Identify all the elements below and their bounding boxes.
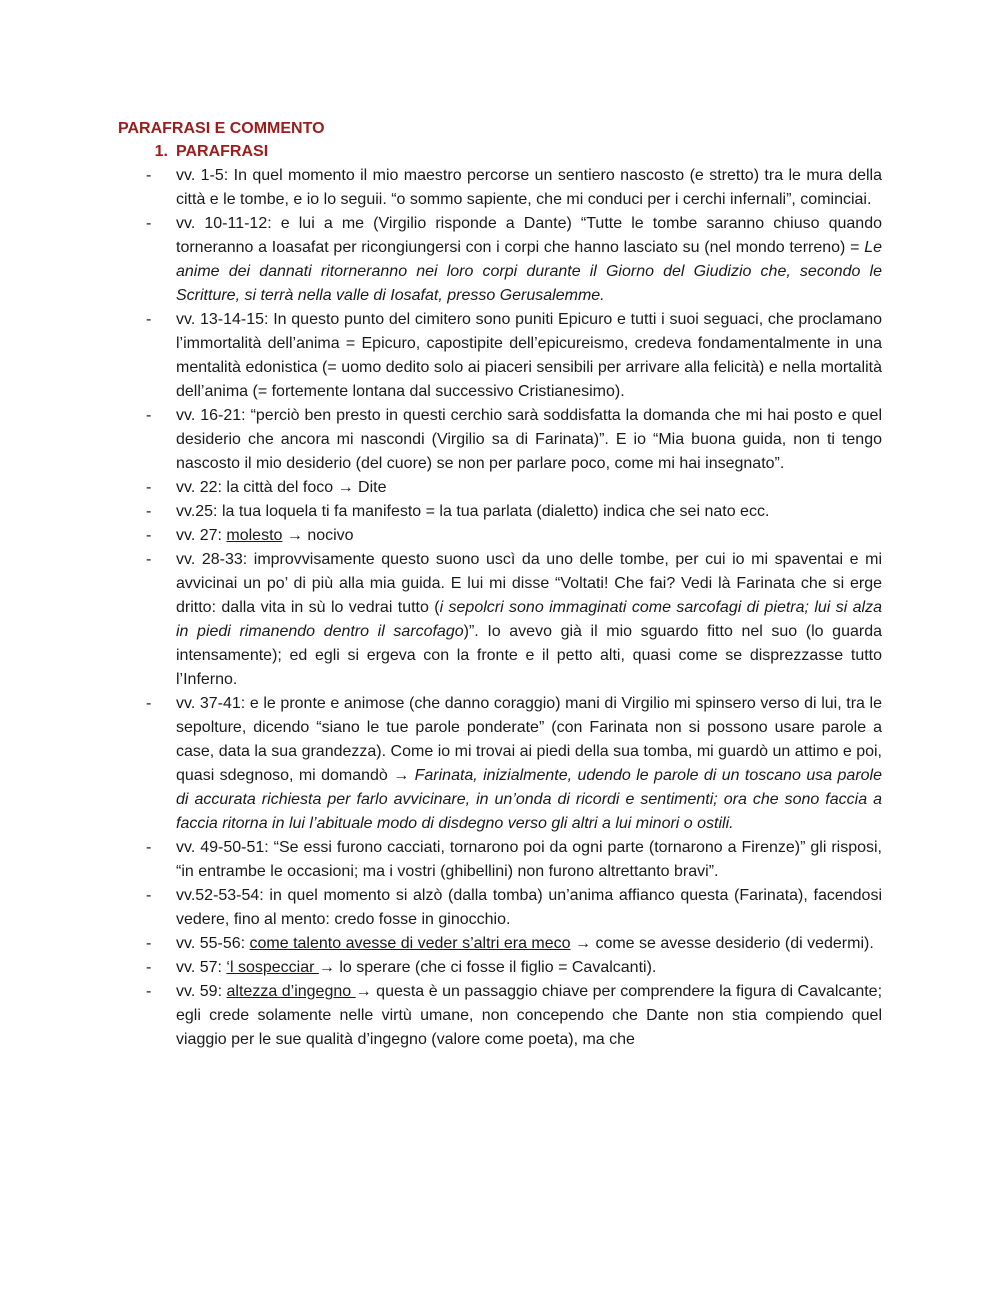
section-heading: [118, 140, 882, 164]
text-segment: vv.25: la tua loquela ti fa manifesto = la tua parlata (dialetto) indica che sei nato ecc.: [176, 503, 770, 520]
list-item-text: [176, 212, 882, 308]
text-segment: vv. 27:: [176, 527, 227, 544]
list-item-text: [176, 476, 882, 500]
list-item-text: [176, 836, 882, 884]
underlined-text: molesto: [226, 527, 283, 544]
text-segment: vv. 10-11-12: e lui a me (Virgilio risponde a Dante) “Tutte le tombe saranno chiuso quando torneranno a Ioasafat per ricongiungersi con i corpi che hanno lasciato su (nel mondo terreno) =: [176, 215, 882, 256]
list-item-text: [176, 692, 882, 836]
list-item: [118, 476, 882, 500]
list-item-text: [176, 524, 882, 548]
bullet-dash: -: [146, 959, 152, 976]
bullet-dash: -: [146, 935, 152, 952]
italic-text: Le anime dei dannati ritorneranno nei loro corpi durante il Giorno del Giudizio che, secondo le Scritture, si terrà nella valle di Iosafat, presso Gerusalemme.: [176, 239, 882, 304]
section-title: PARAFRASI: [176, 143, 269, 160]
bullet-dash: -: [146, 527, 152, 544]
text-segment: vv. 1-5: In quel momento il mio maestro percorse un sentiero nascosto (e stretto) tra le mura della città e le tombe, e io lo seguii. “o sommo sapiente, che mi conduci per i cerchi infernali”, cominciai.: [176, 167, 882, 208]
underlined-text: come talento avesse di veder s’altri era meco: [249, 935, 571, 952]
list-item: [118, 980, 882, 1052]
text-segment: )”. Io avevo già il mio sguardo fitto nel suo (lo guarda intensamente); ed egli si ergeva con la fronte e il petto alti, quasi come se disprezzasse tutto l’Inferno.: [176, 623, 883, 688]
list-item: [118, 524, 882, 548]
text-segment: vv. 22: la città del foco → Dite: [176, 479, 387, 496]
text-segment: → lo sperare (che ci fosse il figlio = Cavalcanti).: [318, 959, 657, 976]
list-item: [118, 500, 882, 524]
list-item-text: [176, 404, 882, 476]
list-item: [118, 932, 882, 956]
text-segment: vv. 57:: [176, 959, 227, 976]
list-item: [118, 884, 882, 932]
italic-text: Farinata, inizialmente, udendo le parole di un toscano usa parole di accurata richiesta per farlo avvicinare, in un’onda di ricordi e sentimenti; ora che sono faccia a faccia ritorna in lui l’abituale modo di disdegno verso gli altri a lui minori o ostili.: [176, 767, 882, 832]
list-item: [118, 956, 882, 980]
list-item: [118, 404, 882, 476]
text-segment: → come se avesse desiderio (di vedermi).: [570, 935, 874, 952]
list-item-text: [176, 164, 882, 212]
text-segment: vv. 16-21: “perciò ben presto in questi cerchio sarà soddisfatta la domanda che mi hai posto e quel desiderio che ancora mi nascondi (Virgilio sa di Farinata)”. E io “Mia buona guida, non ti tengo nascosto il mio desiderio (del cuore) se non per parlare poco, come mi hai insegnato”.: [176, 407, 882, 472]
text-segment: → nocivo: [282, 527, 354, 544]
text-segment: vv. 55-56:: [176, 935, 250, 952]
document-title: PARAFRASI E COMMENTO: [118, 120, 325, 137]
list-item: [118, 692, 882, 836]
bullet-dash: -: [146, 839, 152, 856]
text-segment: vv. 59:: [176, 983, 227, 1000]
list-item-text: [176, 548, 882, 692]
bullet-dash: -: [146, 887, 152, 904]
list-item-text: [176, 500, 882, 524]
text-segment: vv.52-53-54: in quel momento si alzò (dalla tomba) un’anima affianco questa (Farinata), facendosi vedere, fino al mento: credo fosse in ginocchio.: [176, 887, 882, 928]
document-page: [118, 118, 882, 1052]
paraphrase-list: [118, 164, 882, 1052]
bullet-dash: -: [146, 695, 152, 712]
list-item: [118, 548, 882, 692]
bullet-dash: -: [146, 407, 152, 424]
underlined-text: altezza d’ingegno: [226, 983, 356, 1000]
text-segment: vv. 37-41: e le pronte e animose (che danno coraggio) mani di Virgilio mi spinsero verso di lui, tra le sepolture, dicendo “siano le tue parole ponderate” (con Farinata non si possono usare parole a case, data la sua grandezza). Come io mi trovai ai piedi della sua tomba, mi guardò un attimo e poi, quasi sdegnoso, mi domandò →: [176, 695, 882, 784]
list-item: [118, 308, 882, 404]
bullet-dash: -: [146, 167, 152, 184]
text-segment: vv. 28-33: improvvisamente questo suono uscì da uno delle tombe, per cui io mi spaventai e mi avvicinai un po’ di più alla mia guida. E lui mi disse “Voltati! Che fai? Vedi là Farinata che si erge dritto: dalla vita in sù lo vedrai tutto (: [176, 551, 882, 616]
text-segment: vv. 13-14-15: In questo punto del cimitero sono puniti Epicuro e tutti i suoi seguaci, che proclamano l’immortalità dell’anima = Epicuro, capostipite dell’epicureismo, credeva fondamentalmente in una mentalità edonistica (= uomo dedito solo ai piaceri sensibili per arrivare alla felicità) e nella mortalità dell’anima (= fortemente lontana dal successivo Cristianesimo).: [176, 311, 882, 400]
underlined-text: ‘l sospecciar: [226, 959, 319, 976]
list-item: [118, 164, 882, 212]
list-item-text: [176, 980, 882, 1052]
text-segment: → questa è un passaggio chiave per comprendere la figura di Cavalcante; egli crede solamente nelle virtù umane, non concependo che Dante non stia compiendo quel viaggio per le sue qualità d’ingegno (valore come poeta), ma che: [176, 983, 883, 1048]
list-item-text: [176, 956, 882, 980]
section-number: 1.: [154, 143, 168, 160]
bullet-dash: -: [146, 479, 152, 496]
list-item-text: [176, 884, 882, 932]
italic-text: i sepolcri sono immaginati come sarcofagi di pietra; lui si alza in piedi rimanendo dentro il sarcofago: [176, 599, 883, 640]
text-segment: vv. 49-50-51: “Se essi furono cacciati, tornarono poi da ogni parte (tornarono a Firenze)” gli risposi, “in entrambe le occasioni; ma i vostri (ghibellini) non furono altrettanto bravi”.: [176, 839, 882, 880]
bullet-dash: -: [146, 311, 152, 328]
bullet-dash: -: [146, 503, 152, 520]
list-item: [118, 836, 882, 884]
bullet-dash: -: [146, 983, 152, 1000]
list-item-text: [176, 932, 882, 956]
list-item: [118, 212, 882, 308]
bullet-dash: -: [146, 215, 152, 232]
list-item-text: [176, 308, 882, 404]
bullet-dash: -: [146, 551, 152, 568]
